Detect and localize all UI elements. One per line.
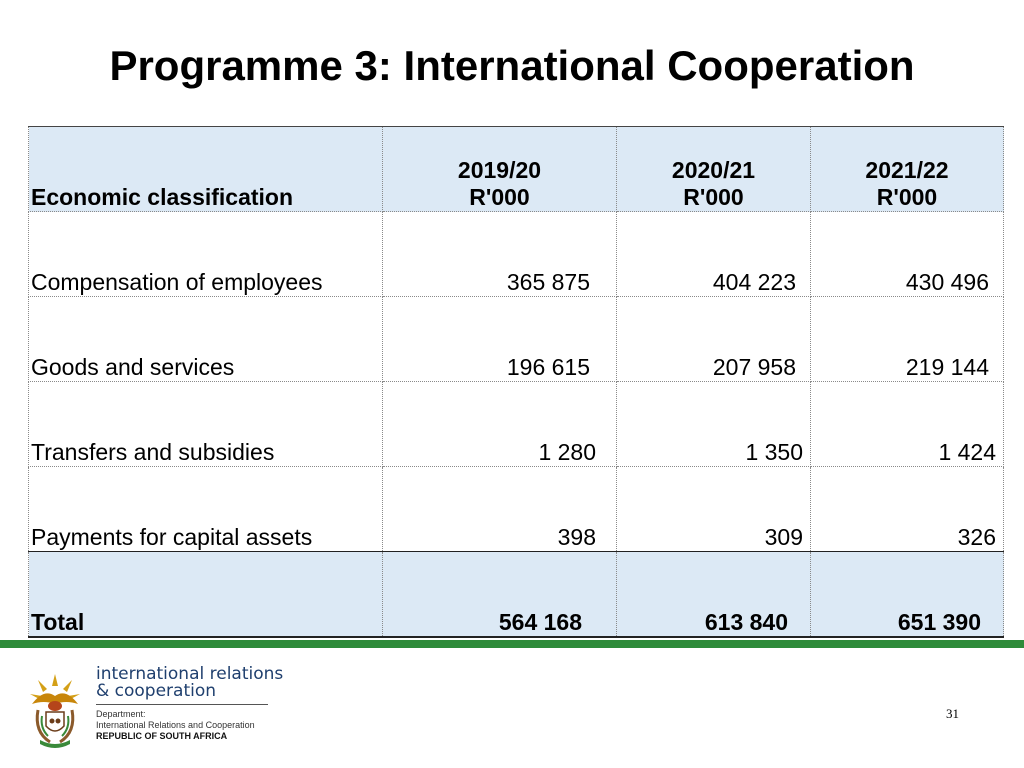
row-value-2020-21: 404 223 (617, 212, 811, 297)
row-value-2021-22: 326 (811, 467, 1004, 552)
row-value-2020-21: 207 958 (617, 297, 811, 382)
table-row (29, 467, 1004, 552)
header-year-2019-20 (383, 127, 617, 212)
page-number: 31 (946, 706, 959, 721)
brand-line-1: international relations (96, 664, 284, 684)
header-economic-classification: Economic classification (29, 127, 383, 212)
brand-divider (96, 704, 268, 705)
row-label: Goods and services (29, 297, 383, 382)
footer-divider-bar (0, 640, 1024, 648)
header-year-label: 2020/21 (671, 157, 756, 183)
header-year-2021-22 (811, 127, 1004, 212)
total-value-2021-22: 651 390 (811, 552, 1004, 638)
table-row (29, 297, 1004, 382)
header-year-label: 2019/20 (457, 157, 542, 183)
brand-line-2: & cooperation (96, 681, 217, 701)
header-unit-label: R'000 (683, 184, 744, 210)
department-name: International Relations and Cooperation (96, 720, 255, 730)
row-value-2021-22: 219 144 (811, 297, 1004, 382)
table-row (29, 212, 1004, 297)
department-label: Department: (96, 709, 146, 719)
header-year-label: 2021/22 (865, 157, 949, 183)
department-text-block (96, 666, 286, 742)
coat-of-arms-icon (24, 670, 86, 750)
row-value-2019-20: 365 875 (383, 212, 617, 297)
table-total-row (29, 552, 1004, 638)
row-value-2019-20: 196 615 (383, 297, 617, 382)
row-label: Compensation of employees (29, 212, 383, 297)
header-unit-label: R'000 (876, 184, 938, 210)
total-label: Total (29, 552, 383, 638)
row-label: Payments for capital assets (29, 467, 383, 552)
row-value-2021-22: 430 496 (811, 212, 1004, 297)
total-value-2019-20: 564 168 (383, 552, 617, 638)
total-value-2020-21: 613 840 (617, 552, 811, 638)
header-year-2020-21 (617, 127, 811, 212)
header-unit-label: R'000 (469, 184, 530, 210)
row-label: Transfers and subsidies (29, 382, 383, 467)
table-row (29, 382, 1004, 467)
country-name: REPUBLIC OF SOUTH AFRICA (96, 731, 228, 741)
row-value-2020-21: 1 350 (617, 382, 811, 467)
department-logo (24, 666, 284, 756)
row-value-2019-20: 1 280 (383, 382, 617, 467)
row-value-2019-20: 398 (383, 467, 617, 552)
table-header-row (29, 127, 1004, 212)
slide-title: Programme 3: International Cooperation (109, 42, 915, 89)
budget-table (28, 126, 1004, 638)
row-value-2021-22: 1 424 (811, 382, 1004, 467)
row-value-2020-21: 309 (617, 467, 811, 552)
